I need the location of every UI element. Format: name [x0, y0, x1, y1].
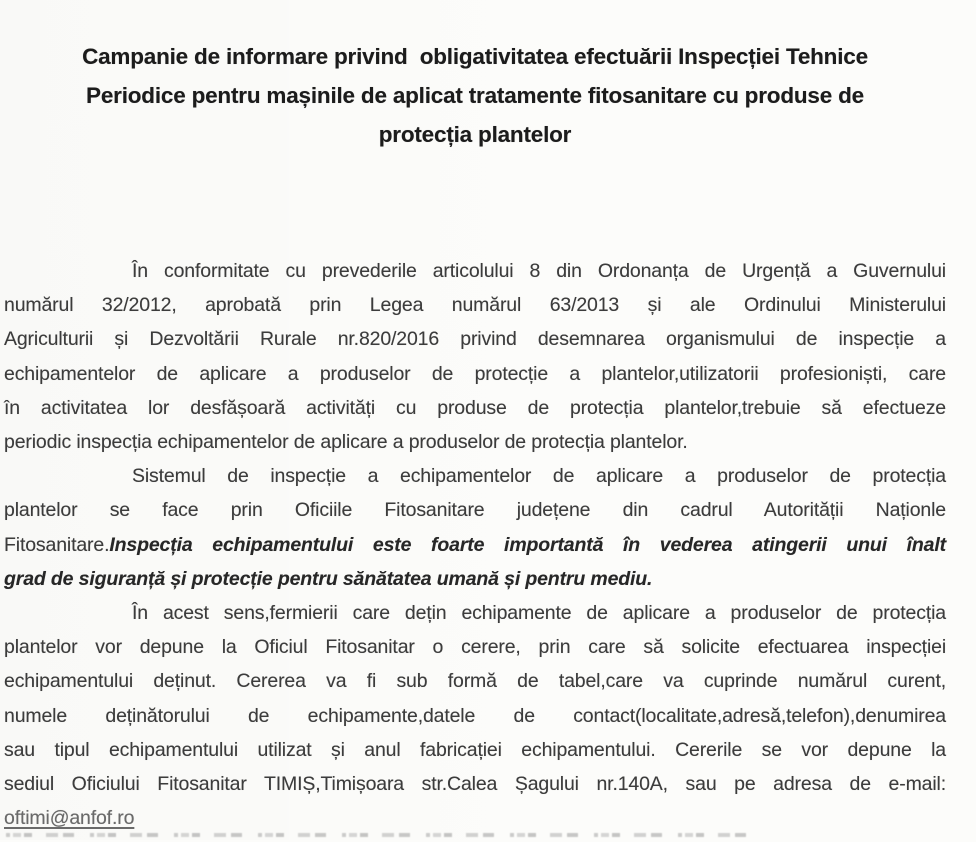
body-text: sediul Oficiului Fitosanitar TIMIȘ,Timișoara str.Calea Șagului nr.140A, sau pe adresa de e-mail: — [4, 773, 946, 796]
document-title — [4, 37, 946, 154]
body-text: plantelor vor depune la Oficiul Fitosanitar o cerere, prin care să solicite efectuarea inspecției — [4, 636, 946, 659]
body-text: în activitatea lor desfășoară activități cu produse de protecția plantelor,trebuie să efectueze — [4, 396, 946, 419]
text-line — [4, 596, 946, 630]
title-line: protecția plantelor — [378, 122, 572, 147]
text-line — [4, 391, 946, 425]
cropped-next-line — [6, 833, 762, 842]
body-text: Sistemul de inspecție a echipamentelor de aplicare a produselor de protecția — [132, 465, 946, 488]
text-line — [4, 767, 946, 801]
body-text: echipamentului deținut. Cererea va fi sub formă de tabel,care va cuprinde numărul curent, — [4, 670, 946, 693]
title-line: Campanie de informare privind obligativitatea efectuării Inspecției Tehnice — [82, 44, 868, 69]
text-line — [4, 528, 946, 562]
text-line — [4, 322, 946, 356]
text-line — [4, 801, 946, 835]
body-text: Fitosanitare. — [4, 533, 110, 556]
emphasis-text: grad de siguranță și protecție pentru sănătatea umană și pentru mediu. — [4, 567, 653, 590]
text-line — [4, 493, 946, 527]
text-line — [4, 664, 946, 698]
body-text: Agriculturii și Dezvoltării Rurale nr.820/2016 privind desemnarea organismului de inspecție a — [4, 328, 946, 351]
text-line — [4, 459, 946, 493]
text-line — [4, 699, 946, 733]
title-line: Periodice pentru mașinile de aplicat tratamente fitosanitare cu produse de — [86, 83, 864, 108]
body-text: În conformitate cu prevederile articolului 8 din Ordonanța de Urgență a Guvernului — [132, 260, 946, 282]
text-line — [4, 254, 946, 288]
body-text: În acest sens,fermierii care dețin echipamente de aplicare a produselor de protecția — [132, 602, 946, 625]
body-text: sau tipul echipamentului utilizat și anul fabricației echipamentului. Cererile se vor depune la — [4, 738, 946, 761]
body-text: numele deținătorului de echipamente,datele de contact(localitate,adresă,telefon),denumirea — [4, 704, 946, 727]
body-text: echipamentelor de aplicare a produselor de protecție a plantelor,utilizatorii profesioniști, care — [4, 362, 946, 385]
body-text: plantelor se face prin Oficiile Fitosanitare județene din cadrul Autorității Naționle — [4, 499, 946, 522]
document-body — [4, 254, 946, 835]
text-line — [4, 425, 946, 459]
text-line — [4, 630, 946, 664]
text-line — [4, 562, 946, 596]
body-text: numărul 32/2012, aprobată prin Legea numărul 63/2013 și ale Ordinului Ministerului — [4, 294, 946, 317]
text-line — [4, 357, 946, 391]
emphasis-text: Inspecția echipamentului este foarte importantă în vederea atingerii unui înalt — [109, 533, 946, 556]
body-text: periodic inspecția echipamentelor de aplicare a produselor de protecția plantelor. — [4, 431, 688, 454]
text-line — [4, 733, 946, 767]
email-link[interactable]: oftimi@anfof.ro — [4, 807, 135, 830]
text-line — [4, 288, 946, 322]
